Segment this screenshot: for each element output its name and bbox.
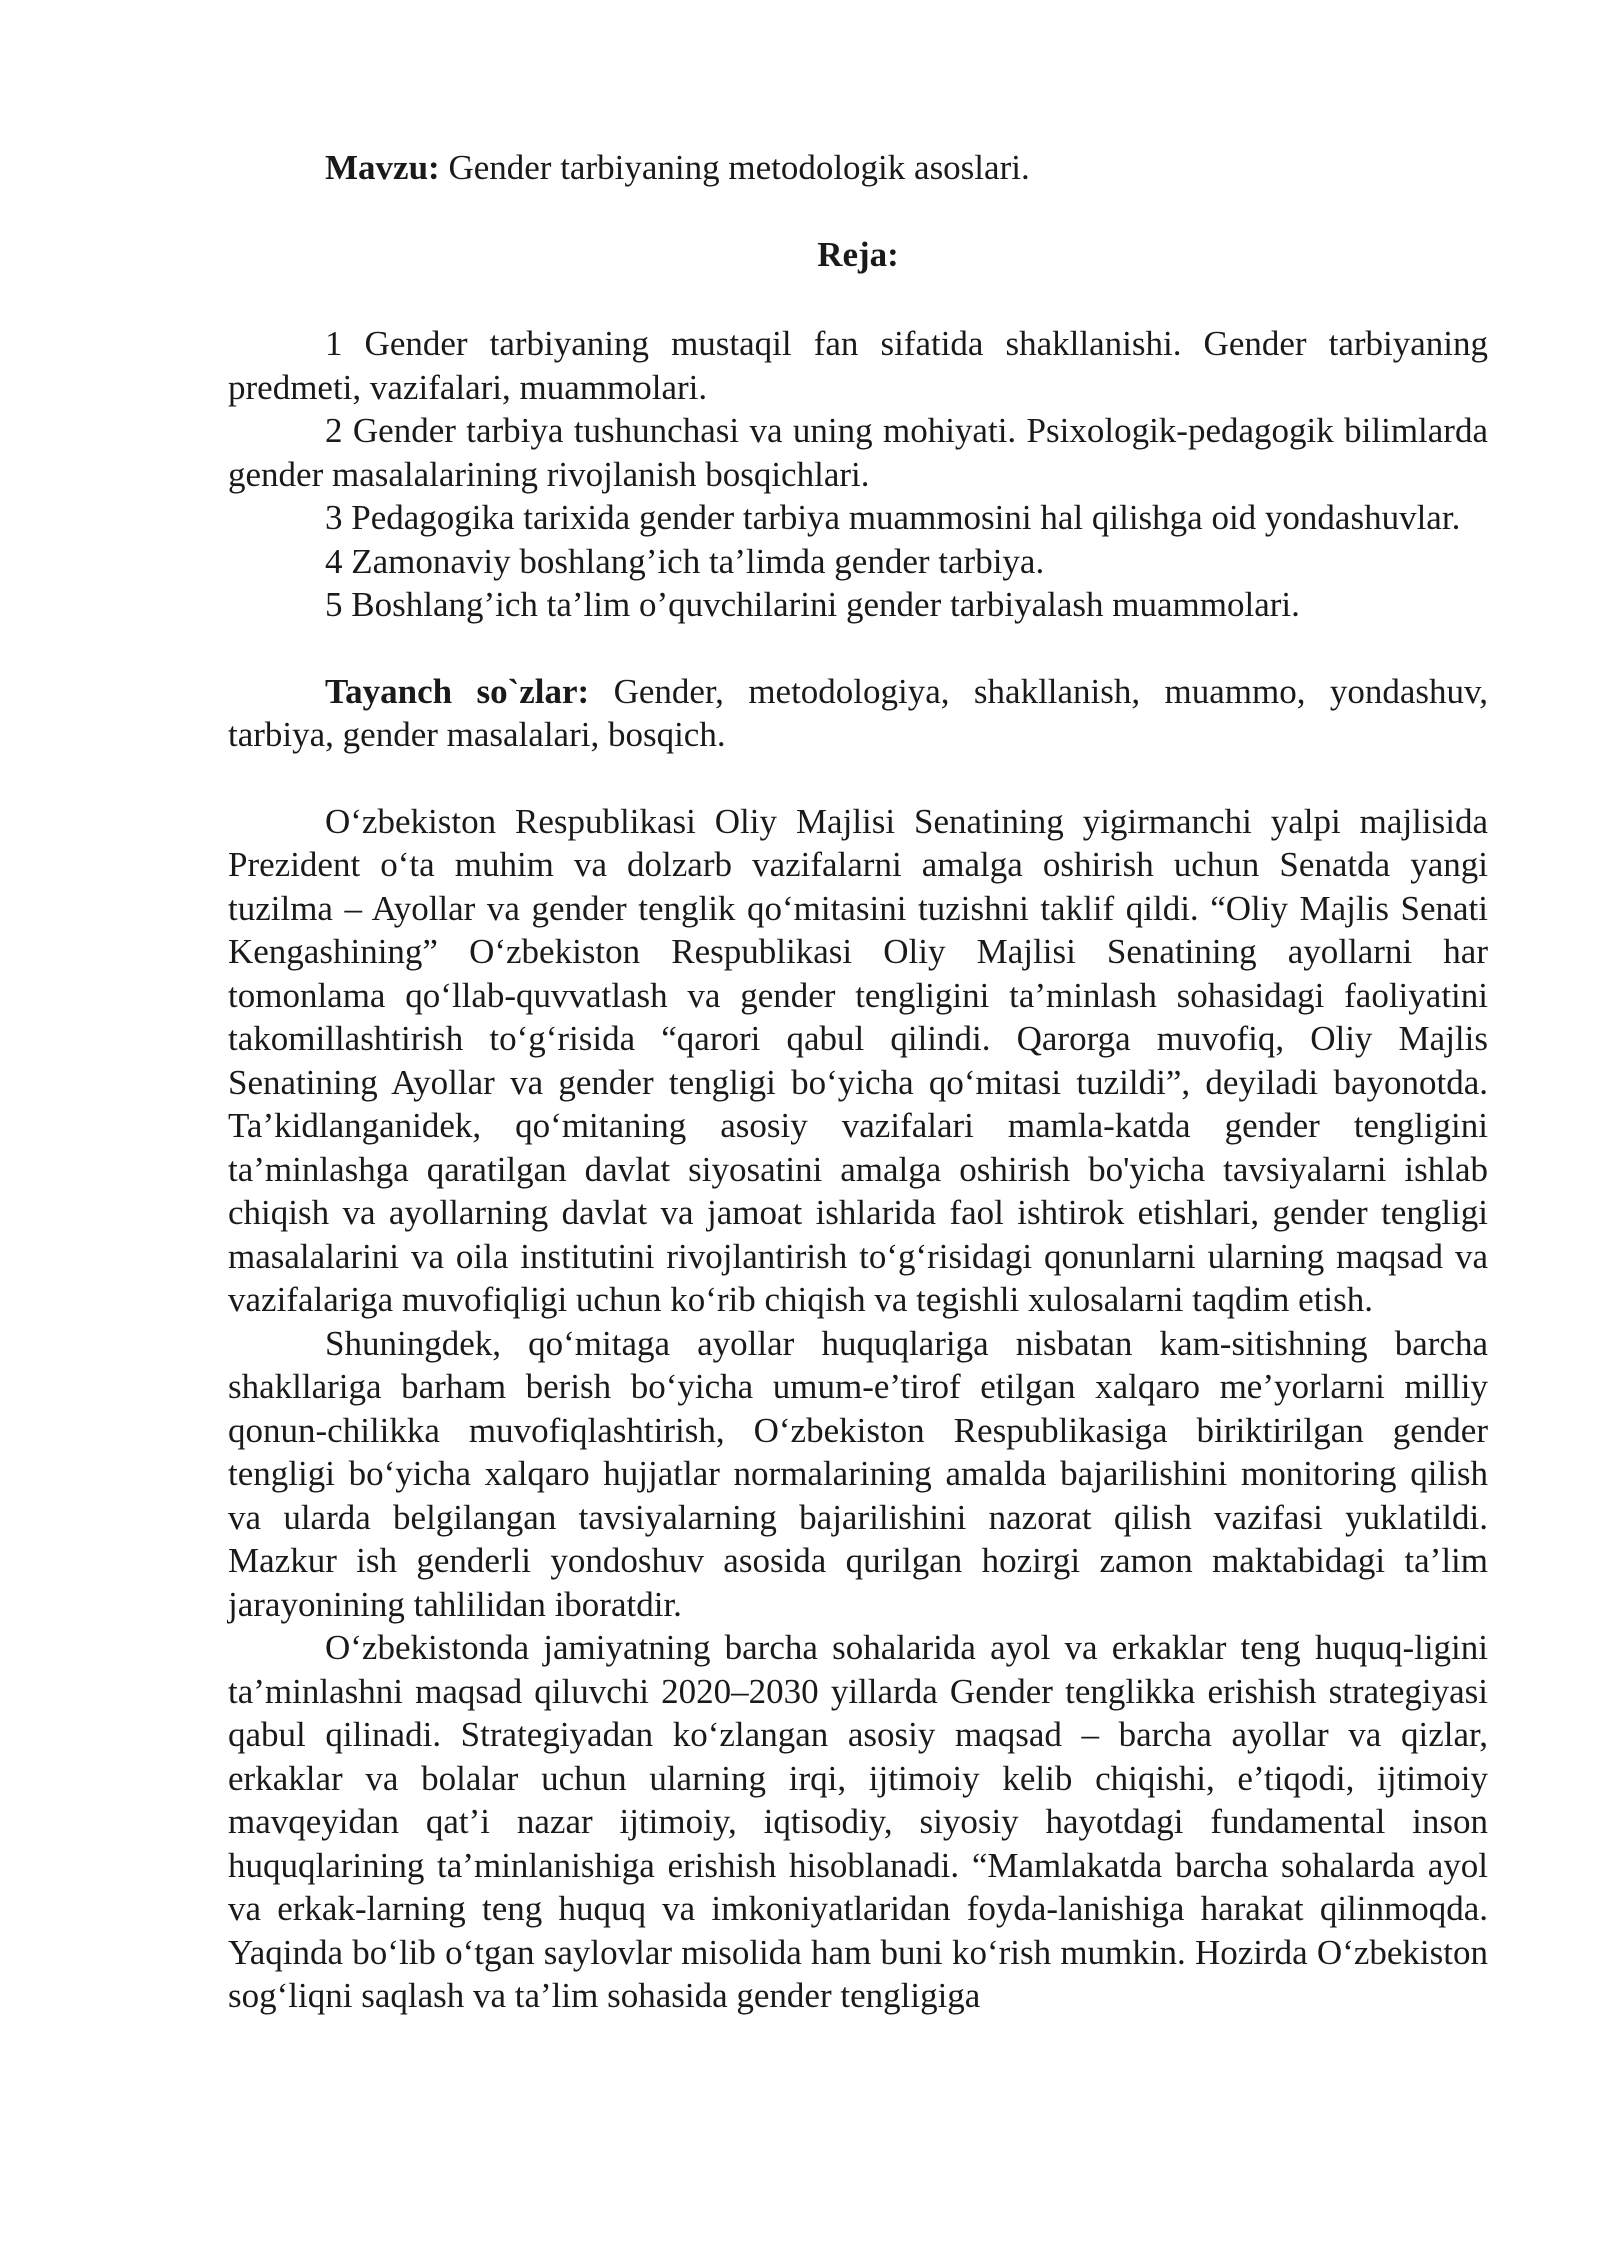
- topic-line: [228, 146, 1488, 190]
- body-paragraph: O‘zbekiston Respublikasi Oliy Majlisi Senatining yigirmanchi yalpi majlisida Prezident o‘ta muhim va dolzarb vazifalarni amalga oshirish uchun Senatda yangi tuzilma – Ayollar va gender tenglik qo‘mitasini tuzishni taklif qildi. “Oliy Majlis Senati Kengashining” O‘zbekiston Respublikasi Oliy Majlisi Senatining ayollarni har tomonlama qo‘llab-quvvatlash va gender tengligini ta’minlash sohasidagi faoliyatini takomillashtirish to‘g‘risida “qarori qabul qilindi. Qarorga muvofiq, Oliy Majlis Senatining Ayollar va gender tengligi bo‘yicha qo‘mitasi tuzildi”, deyiladi bayonotda. Ta’kidlanganidek, qo‘mitaning asosiy vazifalari mamla-katda gender tengligini ta’minlashga qaratilgan davlat siyosatini amalga oshirish bo'yicha tavsiyalarni ishlab chiqish va ayollarning davlat va jamoat ishlarida faol ishtirok etishlari, gender tengligi masalalarini va oila institutini rivojlantirish to‘g‘risidagi qonunlarni ularning maqsad va vazifalariga muvofiqligi uchun ko‘rib chiqish va tegishli xulosalarni taqdim etish.: [228, 801, 1488, 1319]
- keywords-line: [228, 670, 1488, 757]
- keywords-label: Tayanch so`zlar:: [325, 671, 590, 711]
- plan-item: 4 Zamonaviy boshlang’ich ta’limda gender tarbiya.: [325, 541, 1045, 581]
- document-page: [228, 146, 1488, 2018]
- plan-item: 2 Gender tarbiya tushunchasi va uning mohiyati. Psixologik-pedagogik bilimlarda gender masalalarining rivojlanish bosqichlari.: [228, 411, 1488, 494]
- keywords-text: Gender, metodologiya, shakllanish, muammo, yondashuv, tarbiya, gender masalalari, bosqich.: [228, 671, 1488, 754]
- body-paragraph: Shuningdek, qo‘mitaga ayollar huquqlariga nisbatan kam-sitishning barcha shakllariga barham berish bo‘yicha umum-e’tirof etilgan xalqaro me’yorlarni milliy qonun-chilikka muvofiqlashtirish, O‘zbekiston Respublikasiga biriktirilgan gender tengligi bo‘yicha xalqaro hujjatlar normalarining amalda bajarilishini monitoring qilish va ularda belgilangan tavsiyalarning bajarilishini nazorat qilish vazifasi yuklatildi. Mazkur ish genderli yondoshuv asosida qurilgan hozirgi zamon maktabidagi ta’lim jarayonining tahlilidan iboratdir.: [228, 1323, 1488, 1624]
- body-paragraph: O‘zbekistonda jamiyatning barcha sohalarida ayol va erkaklar teng huquq-ligini ta’minlashni maqsad qiluvchi 2020–2030 yillarda Gender tenglikka erishish strategiyasi qabul qilinadi. Strategiyadan ko‘zlangan asosiy maqsad – barcha ayollar va qizlar, erkaklar va bolalar uchun ularning irqi, ijtimoiy kelib chiqishi, e’tiqodi, ijtimoiy mavqeyidan qat’i nazar ijtimoiy, iqtisodiy, siyosiy hayotdagi fundamental inson huquqlarining ta’minlanishiga erishish hisoblanadi. “Mamlakatda barcha sohalarda ayol va erkak-larning teng huquq va imkoniyatlaridan foyda-lanishiga harakat qilinmoqda. Yaqinda bo‘lib o‘tgan saylovlar misolida ham buni ko‘rish mumkin. Hozirda O‘zbekiston sog‘liqni saqlash va ta’lim sohasida gender tengligiga: [228, 1628, 1488, 2015]
- topic-label: Mavzu:: [325, 148, 440, 187]
- plan-item: 1 Gender tarbiyaning mustaqil fan sifatida shakllanishi. Gender tarbiyaning predmeti, vazifalari, muammolari.: [228, 324, 1488, 407]
- topic-text: Gender tarbiyaning metodologik asoslari.: [439, 148, 1030, 187]
- plan-heading: Reja:: [817, 234, 899, 274]
- plan-item: 5 Boshlang’ich ta’lim o’quvchilarini gender tarbiyalash muammolari.: [325, 585, 1300, 624]
- plan-list: [228, 322, 1488, 627]
- body-text: [228, 800, 1488, 2018]
- plan-item: 3 Pedagogika tarixida gender tarbiya muammosini hal qilishga oid yondashuvlar.: [325, 498, 1461, 537]
